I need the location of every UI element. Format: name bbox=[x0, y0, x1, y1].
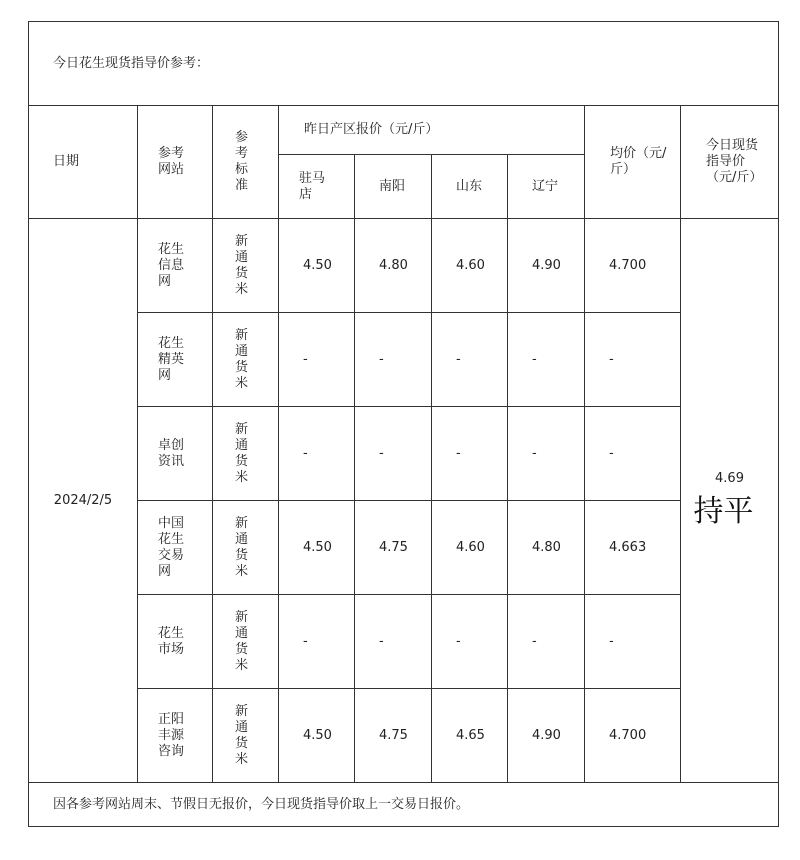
price-zhumadian: - bbox=[279, 595, 355, 689]
header-region-shandong: 山东 bbox=[432, 155, 508, 219]
price-nanyang: - bbox=[355, 595, 432, 689]
site-name: 花生精英网 bbox=[138, 313, 213, 407]
avg-price: - bbox=[585, 407, 681, 501]
standard-cell: 新通货米 bbox=[213, 219, 279, 313]
standard-cell: 新通货米 bbox=[213, 407, 279, 501]
header-region-nanyang: 南阳 bbox=[355, 155, 432, 219]
avg-price: 4.700 bbox=[585, 219, 681, 313]
price-nanyang: 4.75 bbox=[355, 689, 432, 783]
header-date: 日期 bbox=[29, 106, 138, 219]
header-site: 参考网站 bbox=[138, 106, 213, 219]
table-row bbox=[29, 501, 779, 595]
price-nanyang: - bbox=[355, 407, 432, 501]
avg-price: - bbox=[585, 313, 681, 407]
standard-cell: 新通货米 bbox=[213, 689, 279, 783]
site-name: 花生信息网 bbox=[138, 219, 213, 313]
header-region-zhumadian: 驻马店 bbox=[279, 155, 355, 219]
price-zhumadian: - bbox=[279, 313, 355, 407]
standard-cell: 新通货米 bbox=[213, 313, 279, 407]
standard-cell: 新通货米 bbox=[213, 501, 279, 595]
table-row bbox=[29, 313, 779, 407]
date-cell: 2024/2/5 bbox=[29, 219, 138, 783]
header-index: 今日现货指导价（元/斤） bbox=[681, 106, 779, 219]
index-value: 4.69 bbox=[715, 470, 744, 486]
avg-price: 4.700 bbox=[585, 689, 681, 783]
table-caption: 今日花生现货指导价参考： bbox=[29, 22, 779, 106]
table-row bbox=[29, 689, 779, 783]
price-zhumadian: 4.50 bbox=[279, 689, 355, 783]
header-avg: 均价（元/斤） bbox=[585, 106, 681, 219]
price-nanyang: 4.80 bbox=[355, 219, 432, 313]
price-shandong: 4.60 bbox=[432, 219, 508, 313]
price-zhumadian: - bbox=[279, 407, 355, 501]
price-table bbox=[28, 21, 779, 827]
site-name: 卓创资讯 bbox=[138, 407, 213, 501]
price-liaoning: 4.80 bbox=[508, 501, 585, 595]
price-nanyang: - bbox=[355, 313, 432, 407]
table-footnote: 因各参考网站周末、节假日无报价，今日现货指导价取上一交易日报价。 bbox=[29, 783, 779, 827]
price-shandong: - bbox=[432, 407, 508, 501]
price-nanyang: 4.75 bbox=[355, 501, 432, 595]
price-liaoning: 4.90 bbox=[508, 219, 585, 313]
price-shandong: 4.60 bbox=[432, 501, 508, 595]
price-liaoning: - bbox=[508, 595, 585, 689]
header-standard: 参考标准 bbox=[213, 106, 279, 219]
index-cell bbox=[681, 219, 779, 783]
price-shandong: - bbox=[432, 313, 508, 407]
table-row bbox=[29, 219, 779, 313]
avg-price: - bbox=[585, 595, 681, 689]
site-name: 中国花生交易网 bbox=[138, 501, 213, 595]
price-liaoning: - bbox=[508, 407, 585, 501]
price-zhumadian: 4.50 bbox=[279, 219, 355, 313]
price-liaoning: - bbox=[508, 313, 585, 407]
table-row bbox=[29, 407, 779, 501]
price-shandong: - bbox=[432, 595, 508, 689]
header-region-liaoning: 辽宁 bbox=[508, 155, 585, 219]
standard-cell: 新通货米 bbox=[213, 595, 279, 689]
header-region-group: 昨日产区报价（元/斤） bbox=[279, 106, 585, 155]
site-name: 正阳丰源咨询 bbox=[138, 689, 213, 783]
avg-price: 4.663 bbox=[585, 501, 681, 595]
price-liaoning: 4.90 bbox=[508, 689, 585, 783]
index-trend: 持平 bbox=[693, 493, 754, 529]
site-name: 花生市场 bbox=[138, 595, 213, 689]
price-shandong: 4.65 bbox=[432, 689, 508, 783]
table-row bbox=[29, 595, 779, 689]
price-zhumadian: 4.50 bbox=[279, 501, 355, 595]
